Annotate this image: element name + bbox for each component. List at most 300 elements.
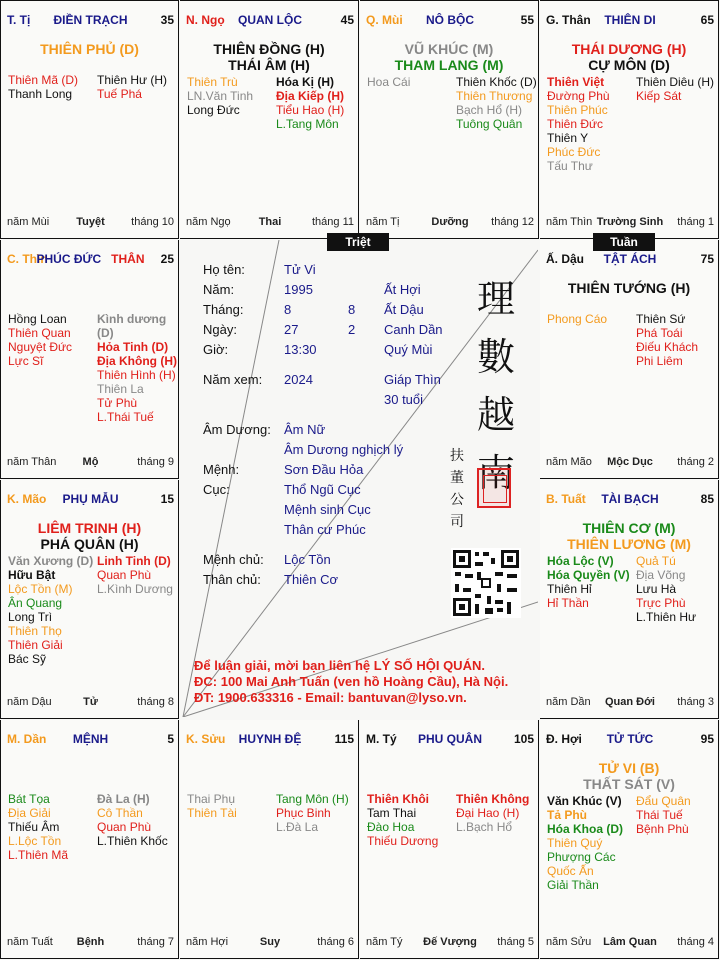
palace-header bbox=[186, 13, 354, 29]
minor-star: Thiên Tài bbox=[187, 806, 237, 820]
qr-code-icon bbox=[451, 548, 521, 618]
minor-stars-left bbox=[367, 75, 410, 89]
palace-number: 105 bbox=[513, 732, 534, 746]
minor-star: Bát Tọa bbox=[8, 792, 50, 806]
palace-cell bbox=[540, 240, 719, 479]
minor-star: Văn Khúc (V) bbox=[547, 794, 622, 808]
minor-star: Phong Cáo bbox=[547, 312, 608, 326]
minor-star: Thiên Đức bbox=[547, 117, 604, 131]
minor-star: Thiên Sứ bbox=[636, 312, 686, 326]
palace-branch: N. Ngọ bbox=[186, 13, 225, 27]
minor-star: Thiên Thương bbox=[456, 89, 533, 103]
palace-cell bbox=[180, 0, 359, 239]
minor-star: Thiên Hình (H) bbox=[97, 368, 176, 382]
footer-year: năm Ngọ bbox=[186, 216, 231, 228]
footer-month: tháng 1 bbox=[677, 216, 714, 228]
minor-star: Thiên Thọ bbox=[8, 624, 62, 638]
palace-header bbox=[366, 732, 534, 748]
footer-year: năm Mão bbox=[546, 456, 592, 468]
calligraphy-char: 越 bbox=[476, 393, 515, 437]
minor-star: Địa Võng bbox=[636, 568, 686, 582]
footer-stage: Suy bbox=[259, 936, 281, 948]
minor-star: Quả Tú bbox=[636, 554, 676, 568]
minor-star: Giải Thần bbox=[547, 878, 599, 892]
minor-star: Quan Phù bbox=[97, 820, 152, 834]
nam-can-value: Ất Hợi bbox=[384, 282, 421, 297]
minor-stars-left bbox=[547, 312, 607, 326]
small-vertical-text bbox=[449, 445, 465, 533]
palace-name-text: PHỤ MẪU bbox=[62, 492, 119, 506]
contact-line-1: Để luận giải, mời bạn liên hệ LÝ SỐ HỘI QUÁN. bbox=[194, 658, 485, 673]
minor-stars-right bbox=[636, 794, 691, 836]
minor-star: L.Tang Môn bbox=[276, 117, 339, 131]
minor-star: Hóa Quyền (V) bbox=[547, 568, 630, 582]
palace-cell bbox=[0, 240, 179, 479]
thang-am-value: 8 bbox=[348, 302, 356, 317]
palace-header bbox=[186, 732, 354, 748]
palace-name bbox=[546, 13, 714, 27]
minor-star: Thiên Quý bbox=[547, 836, 603, 850]
minor-star: Lưu Hà bbox=[636, 582, 677, 596]
minor-star: Quốc Ấn bbox=[547, 864, 594, 878]
footer-month: tháng 6 bbox=[317, 936, 354, 948]
palace-cell bbox=[0, 0, 179, 239]
minor-stars-left bbox=[547, 75, 610, 173]
minor-star: L.Thiên Khốc bbox=[97, 834, 168, 848]
ngay-label: Ngày: bbox=[203, 322, 237, 337]
palace-branch: B. Tuất bbox=[546, 492, 586, 506]
palace-footer bbox=[366, 216, 534, 230]
minor-stars-left bbox=[547, 554, 630, 610]
minor-stars-left bbox=[8, 312, 72, 368]
minor-star: Long Đức bbox=[187, 103, 240, 117]
footer-month: tháng 10 bbox=[131, 216, 174, 228]
main-star: THẤT SÁT (V) bbox=[583, 776, 675, 792]
minor-star: Đường Phù bbox=[547, 89, 610, 103]
minor-star: Đào Hoa bbox=[367, 820, 415, 834]
calligraphy-char: 南 bbox=[476, 451, 515, 495]
palace-number: 5 bbox=[167, 732, 174, 746]
footer-year: năm Thân bbox=[7, 456, 57, 468]
minor-star: Lực Sĩ bbox=[8, 354, 44, 368]
footer-month: tháng 11 bbox=[311, 216, 354, 228]
minor-star: Kình dương (D) bbox=[97, 312, 167, 340]
palace-cell bbox=[0, 720, 179, 959]
footer-month: tháng 2 bbox=[677, 456, 714, 468]
footer-year: năm Tý bbox=[366, 936, 403, 948]
palace-number: 25 bbox=[160, 252, 174, 266]
minor-star: Kiếp Sát bbox=[636, 89, 682, 103]
minor-star: Thiên Hỉ bbox=[547, 582, 592, 596]
footer-stage: Tuyệt bbox=[76, 216, 105, 228]
minor-star: L.Lộc Tồn bbox=[8, 834, 62, 848]
minor-star: Tuế Phá bbox=[97, 87, 142, 101]
contact-line-3: ĐT: 1900.633316 - Email: bantuvan@lyso.vn. bbox=[194, 690, 467, 705]
cuc-value: Thổ Ngũ Cục bbox=[284, 482, 361, 497]
minor-star: Long Trì bbox=[8, 610, 53, 624]
palace-name-text: NÔ BỘC bbox=[426, 13, 474, 27]
ngay-am-value: 2 bbox=[348, 322, 356, 337]
gio-value: 13:30 bbox=[284, 342, 317, 357]
palace-number: 95 bbox=[700, 732, 714, 746]
palace-name-text: PHÚC ĐỨC bbox=[36, 252, 102, 266]
palace-footer bbox=[186, 216, 354, 230]
palace-name bbox=[366, 13, 534, 27]
footer-stage: Quan Đới bbox=[605, 696, 655, 708]
palace-footer bbox=[7, 216, 174, 230]
footer-month: tháng 4 bbox=[677, 936, 714, 948]
palace-header bbox=[546, 732, 714, 748]
footer-year: năm Tị bbox=[366, 216, 400, 228]
main-star: CỰ MÔN (D) bbox=[588, 57, 670, 73]
palace-header bbox=[7, 492, 174, 508]
nam-xem-label: Năm xem: bbox=[203, 372, 263, 387]
minor-star: Phượng Các bbox=[547, 850, 616, 864]
palace-footer bbox=[546, 456, 714, 470]
minor-star: Ân Quang bbox=[8, 596, 63, 610]
palace-name-text: QUAN LỘC bbox=[238, 13, 302, 27]
palace-cell bbox=[360, 0, 539, 239]
minor-star: Điếu Khách bbox=[636, 340, 699, 354]
red-seal-icon bbox=[477, 468, 511, 508]
minor-stars-left bbox=[367, 792, 438, 848]
palace-name-text: PHU QUÂN bbox=[417, 732, 482, 746]
palace-name bbox=[366, 732, 534, 746]
palace-branch: M. Tý bbox=[366, 732, 397, 746]
footer-stage: Trường Sinh bbox=[596, 216, 664, 228]
main-star: THÁI DƯƠNG (H) bbox=[571, 41, 687, 57]
footer-month: tháng 9 bbox=[137, 456, 174, 468]
palace-name-text: TỬ TỨC bbox=[606, 732, 654, 746]
minor-stars-left bbox=[8, 792, 68, 862]
minor-star: Nguyệt Đức bbox=[8, 340, 73, 354]
main-star: THIÊN TƯỚNG (H) bbox=[567, 280, 691, 296]
minor-star: Phúc Đức bbox=[547, 145, 601, 159]
minor-stars-right bbox=[276, 792, 349, 834]
small-char: 扶 bbox=[450, 448, 464, 464]
palace-number: 85 bbox=[700, 492, 714, 506]
palace-name bbox=[186, 13, 354, 27]
minor-stars-right bbox=[636, 312, 698, 368]
minor-star: Bệnh Phù bbox=[636, 822, 689, 836]
minor-star: Văn Xương (D) bbox=[8, 554, 94, 568]
palace-cell bbox=[0, 480, 179, 719]
am-duong-value: Âm Nữ bbox=[284, 422, 326, 437]
minor-star: Cô Thần bbox=[97, 806, 143, 820]
palace-branch: K. Mão bbox=[7, 492, 47, 506]
triet-tag: Triệt bbox=[327, 233, 389, 251]
palace-branch: Đ. Hợi bbox=[546, 732, 582, 746]
minor-star: Tam Thai bbox=[367, 806, 417, 820]
nam-label: Năm: bbox=[203, 282, 235, 297]
footer-stage: Thai bbox=[258, 216, 282, 228]
minor-star: Thiên Giải bbox=[8, 638, 63, 652]
palace-cell bbox=[360, 720, 539, 959]
minor-stars-right bbox=[97, 554, 173, 596]
main-star: THÁI ÂM (H) bbox=[228, 57, 310, 73]
palace-name-text: ĐIỀN TRẠCH bbox=[53, 13, 128, 27]
minor-star: Tuông Quân bbox=[456, 117, 523, 131]
palace-branch: T. Tị bbox=[7, 13, 31, 27]
minor-star: Địa Không (H) bbox=[97, 354, 177, 368]
main-star: THAM LANG (M) bbox=[394, 57, 504, 73]
cuc-value-2: Mệnh sinh Cục bbox=[284, 502, 371, 517]
footer-stage: Bệnh bbox=[76, 936, 105, 948]
minor-star: Thái Tuế bbox=[636, 808, 683, 822]
minor-star: Thanh Long bbox=[8, 87, 73, 101]
palace-cell bbox=[540, 720, 719, 959]
footer-year: năm Sửu bbox=[546, 936, 592, 948]
minor-star: Thiên Không bbox=[456, 792, 530, 806]
footer-year: năm Hợi bbox=[186, 936, 229, 948]
palace-footer bbox=[546, 216, 714, 230]
minor-star: Lộc Tồn (M) bbox=[8, 582, 73, 596]
palace-header bbox=[7, 732, 174, 748]
minor-star: Hóa Kị (H) bbox=[276, 75, 334, 89]
minor-stars-right bbox=[456, 792, 529, 834]
than-chu-value: Thiên Cơ bbox=[284, 572, 339, 587]
palace-name bbox=[7, 492, 174, 506]
palace-number: 45 bbox=[340, 13, 354, 27]
palace-name-text: TÀI BẠCH bbox=[601, 492, 659, 506]
palace-branch: K. Sửu bbox=[186, 732, 226, 746]
minor-star: Linh Tinh (D) bbox=[97, 554, 171, 568]
gio-label: Giờ: bbox=[203, 342, 229, 357]
minor-star: Hồng Loan bbox=[8, 312, 67, 326]
minor-star: L.Thiên Hư bbox=[636, 610, 697, 624]
contact-line-2: ĐC: 100 Mai Anh Tuấn (ven hồ Hoàng Cầu), Hà Nội. bbox=[194, 674, 509, 689]
minor-star: Tiểu Hao (H) bbox=[276, 103, 345, 117]
main-star: TỬ VI (B) bbox=[598, 760, 660, 776]
minor-star: Thiên Mã (D) bbox=[8, 73, 79, 87]
nam-value: 1995 bbox=[284, 282, 313, 297]
thang-value: 8 bbox=[284, 302, 292, 317]
minor-star: Thiên Khốc (D) bbox=[456, 75, 537, 89]
footer-stage: Mộ bbox=[82, 456, 99, 468]
palace-header bbox=[7, 252, 174, 268]
main-star: VŨ KHÚC (M) bbox=[404, 41, 494, 57]
palace-number: 75 bbox=[700, 252, 714, 266]
calligraphy-char: 數 bbox=[476, 335, 515, 379]
footer-month: tháng 8 bbox=[137, 696, 174, 708]
minor-stars-left bbox=[8, 73, 78, 101]
footer-stage: Mộc Dục bbox=[607, 456, 653, 468]
main-star: THIÊN CƠ (M) bbox=[582, 520, 676, 536]
minor-star: Địa Giải bbox=[8, 806, 51, 820]
tuoi-value: 30 tuổi bbox=[384, 392, 424, 407]
palace-name bbox=[546, 732, 714, 746]
footer-stage: Lâm Quan bbox=[603, 936, 657, 948]
palace-name bbox=[7, 732, 174, 746]
palace-branch: Q. Mùi bbox=[366, 13, 403, 27]
main-star: THIÊN LƯƠNG (M) bbox=[567, 536, 691, 552]
minor-star: Đại Hao (H) bbox=[456, 806, 520, 820]
footer-stage: Tử bbox=[83, 696, 98, 708]
palace-branch: Ấ. Dậu bbox=[546, 252, 585, 266]
footer-stage: Đế Vượng bbox=[423, 936, 477, 948]
minor-star: Hóa Khoa (D) bbox=[547, 822, 623, 836]
palace-footer bbox=[546, 936, 714, 950]
minor-star: Thiên Hư (H) bbox=[97, 73, 168, 87]
minor-stars-left bbox=[187, 75, 253, 117]
minor-stars-left bbox=[547, 794, 623, 892]
minor-star: Hoa Cái bbox=[367, 75, 411, 89]
palace-footer bbox=[7, 936, 174, 950]
footer-year: năm Tuất bbox=[7, 936, 53, 948]
palace-header bbox=[546, 252, 714, 268]
footer-month: tháng 3 bbox=[677, 696, 714, 708]
ngay-value: 27 bbox=[284, 322, 299, 337]
palace-cell bbox=[540, 0, 719, 239]
palace-number: 115 bbox=[334, 732, 354, 746]
minor-star: Tả Phù bbox=[547, 808, 588, 822]
minor-stars-right bbox=[636, 554, 696, 624]
gio-can-value: Quý Mùi bbox=[384, 342, 433, 357]
footer-year: năm Dần bbox=[546, 696, 591, 708]
minor-star: Tấu Thư bbox=[547, 159, 593, 173]
minor-star: Hóa Lộc (V) bbox=[547, 554, 614, 568]
nam-xem-value: 2024 bbox=[284, 372, 313, 387]
minor-star: Địa Kiếp (H) bbox=[276, 89, 345, 103]
main-star: PHÁ QUÂN (H) bbox=[40, 536, 139, 552]
footer-year: năm Mùi bbox=[7, 216, 50, 228]
center-info-panel bbox=[181, 240, 538, 717]
palace-footer bbox=[366, 936, 534, 950]
palace-footer bbox=[7, 696, 174, 710]
minor-star: Hữu Bật bbox=[8, 568, 56, 582]
main-star: LIÊM TRINH (H) bbox=[37, 520, 142, 536]
minor-star: L.Bạch Hổ bbox=[456, 820, 513, 834]
menh-chu-label: Mệnh chủ: bbox=[203, 552, 264, 567]
footer-month: tháng 5 bbox=[497, 936, 534, 948]
calligraphy-char: 理 bbox=[476, 277, 515, 321]
minor-star: Thiên Trù bbox=[187, 75, 238, 89]
minor-star: Phá Toái bbox=[636, 326, 683, 340]
cuc-value-3: Thân cư Phúc bbox=[284, 522, 366, 537]
minor-star: Hỉ Thần bbox=[547, 596, 589, 610]
minor-stars-right bbox=[97, 792, 168, 848]
than-marker: THÂN bbox=[111, 252, 145, 266]
menh-value: Sơn Đầu Hỏa bbox=[284, 462, 364, 477]
minor-stars-left bbox=[8, 554, 93, 666]
thang-can-value: Ất Dậu bbox=[384, 302, 424, 317]
minor-stars-right bbox=[636, 75, 714, 103]
minor-stars-right bbox=[456, 75, 537, 131]
ho-ten-value: Tử Vi bbox=[284, 262, 316, 277]
palace-footer bbox=[186, 936, 354, 950]
palace-name bbox=[546, 252, 714, 266]
minor-star: Thai Phụ bbox=[187, 792, 236, 806]
palace-number: 65 bbox=[700, 13, 714, 27]
palace-name-text: HUYNH ĐỆ bbox=[238, 732, 302, 746]
footer-year: năm Dậu bbox=[7, 696, 52, 708]
tuan-tag: Tuần bbox=[593, 233, 655, 251]
thang-label: Tháng: bbox=[203, 302, 244, 317]
palace-footer bbox=[546, 696, 714, 710]
minor-star: L.Thái Tuế bbox=[97, 410, 154, 424]
minor-star: Thiếu Dương bbox=[367, 834, 439, 848]
palace-name bbox=[546, 492, 714, 506]
minor-star: Tử Phù bbox=[97, 396, 138, 410]
palace-branch: C. Thìn bbox=[7, 252, 48, 266]
cuc-label: Cục: bbox=[203, 482, 230, 497]
main-star: THIÊN PHỦ (D) bbox=[40, 41, 139, 57]
minor-stars-right bbox=[276, 75, 344, 131]
minor-star: Thiên Diêu (H) bbox=[636, 75, 715, 89]
small-char: 董 bbox=[450, 470, 464, 486]
minor-star: L.Thiên Mã bbox=[8, 848, 69, 862]
minor-star: LN.Văn Tinh bbox=[187, 89, 254, 103]
minor-star: Thiên Khôi bbox=[367, 792, 429, 806]
minor-star: Quan Phù bbox=[97, 568, 152, 582]
palace-name bbox=[7, 13, 174, 27]
small-char: 公 bbox=[450, 492, 464, 508]
palace-header bbox=[546, 492, 714, 508]
palace-branch: G. Thân bbox=[546, 13, 591, 27]
palace-number: 15 bbox=[160, 492, 174, 506]
minor-star: Thiên Phúc bbox=[547, 103, 608, 117]
minor-star: Phi Liêm bbox=[636, 354, 683, 368]
ngay-can-value: Canh Dần bbox=[384, 322, 443, 337]
palace-name-text: THIÊN DI bbox=[604, 13, 656, 27]
minor-stars-left bbox=[187, 792, 237, 820]
main-star: THIÊN ĐỒNG (H) bbox=[213, 41, 325, 57]
footer-year: năm Thìn bbox=[546, 216, 593, 228]
minor-stars-right bbox=[97, 312, 178, 424]
palace-name bbox=[186, 732, 354, 746]
palace-number: 55 bbox=[520, 13, 534, 27]
minor-star: L.Kình Dương bbox=[97, 582, 173, 596]
minor-star: Phục Binh bbox=[276, 806, 331, 820]
palace-header bbox=[366, 13, 534, 29]
palace-number: 35 bbox=[160, 13, 174, 27]
menh-chu-value: Lộc Tồn bbox=[284, 552, 331, 567]
am-duong-value-2: Âm Dương nghịch lý bbox=[284, 442, 404, 457]
minor-star: Thiên Việt bbox=[547, 75, 605, 89]
small-char: 司 bbox=[450, 514, 464, 530]
palace-header bbox=[546, 13, 714, 29]
nam-xem-can-value: Giáp Thìn bbox=[384, 372, 441, 387]
palace-cell bbox=[180, 720, 359, 959]
minor-star: Đà La (H) bbox=[97, 792, 150, 806]
minor-stars-right bbox=[97, 73, 167, 101]
footer-month: tháng 7 bbox=[137, 936, 174, 948]
minor-star: L.Đà La bbox=[276, 820, 319, 834]
palace-name bbox=[7, 252, 174, 266]
palace-footer bbox=[7, 456, 174, 470]
ho-ten-label: Họ tên: bbox=[203, 262, 245, 277]
palace-cell bbox=[540, 480, 719, 719]
palace-header bbox=[7, 13, 174, 29]
minor-star: Bạch Hổ (H) bbox=[456, 103, 523, 117]
minor-star: Đẩu Quân bbox=[636, 794, 691, 808]
palace-name-text: TẬT ÁCH bbox=[603, 252, 657, 266]
footer-stage: Dưỡng bbox=[431, 216, 469, 228]
minor-star: Hỏa Tinh (D) bbox=[97, 340, 169, 354]
palace-branch: M. Dần bbox=[7, 732, 47, 746]
menh-label: Mệnh: bbox=[203, 462, 240, 477]
minor-star: Thiên Y bbox=[547, 131, 589, 145]
minor-star: Bác Sỹ bbox=[8, 652, 47, 666]
minor-star: Tang Môn (H) bbox=[276, 792, 349, 806]
minor-star: Trực Phù bbox=[636, 596, 686, 610]
palace-name-text: MỆNH bbox=[72, 732, 109, 746]
minor-star: Thiên La bbox=[97, 382, 144, 396]
than-chu-label: Thân chủ: bbox=[203, 572, 261, 587]
am-duong-label: Âm Dương: bbox=[203, 422, 271, 437]
minor-star: Thiếu Âm bbox=[8, 820, 60, 834]
footer-month: tháng 12 bbox=[491, 216, 534, 228]
